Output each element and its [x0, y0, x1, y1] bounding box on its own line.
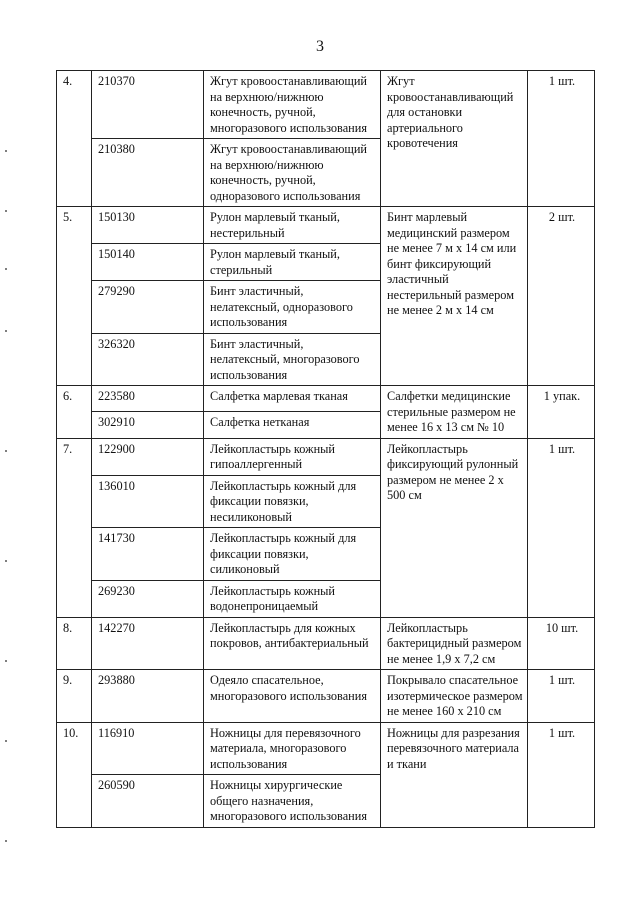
row-number: 8. — [57, 617, 92, 670]
item-name: Ножницы для перевязочного материала, многоразового использования — [204, 722, 381, 775]
medical-kit-table — [56, 70, 595, 828]
item-code: 260590 — [92, 775, 204, 828]
table-row — [57, 386, 595, 412]
table-row — [57, 438, 595, 475]
item-name: Салфетка нетканая — [204, 412, 381, 438]
item-name: Лейкопластырь кожный водонепроницаемый — [204, 580, 381, 617]
item-name: Жгут кровоостанавливающий на верхнюю/нижнюю конечность, ручной, многоразового использования — [204, 71, 381, 139]
item-name: Лейкопластырь кожный для фиксации повязки, несиликоновый — [204, 475, 381, 528]
item-description: Бинт марлевый медицинский размером не менее 7 м х 14 см или бинт фиксирующий эластичный нестерильный размером не менее 2 м х 14 см — [381, 207, 528, 386]
item-code: 142270 — [92, 617, 204, 670]
item-code: 116910 — [92, 722, 204, 775]
item-description: Жгут кровоостанавливающий для остановки артериального кровотечения — [381, 71, 528, 207]
item-name: Салфетка марлевая тканая — [204, 386, 381, 412]
item-code: 302910 — [92, 412, 204, 438]
item-quantity: 1 шт. — [528, 438, 595, 617]
item-quantity: 2 шт. — [528, 207, 595, 386]
table-row — [57, 207, 595, 244]
item-quantity: 1 шт. — [528, 670, 595, 723]
row-number: 7. — [57, 438, 92, 617]
item-name: Рулон марлевый тканый, стерильный — [204, 244, 381, 281]
table-row — [57, 617, 595, 670]
item-description: Ножницы для разрезания перевязочного материала и ткани — [381, 722, 528, 827]
item-code: 150140 — [92, 244, 204, 281]
item-description: Покрывало спасательное изотермическое размером не менее 160 х 210 см — [381, 670, 528, 723]
item-quantity: 1 шт. — [528, 722, 595, 827]
item-quantity: 10 шт. — [528, 617, 595, 670]
item-quantity: 1 шт. — [528, 71, 595, 207]
item-code: 293880 — [92, 670, 204, 723]
item-quantity: 1 упак. — [528, 386, 595, 439]
row-number: 6. — [57, 386, 92, 439]
item-code: 279290 — [92, 281, 204, 334]
item-code: 136010 — [92, 475, 204, 528]
table-row — [57, 71, 595, 139]
table-row — [57, 670, 595, 723]
item-description: Лейкопластырь бактерицидный размером не менее 1,9 х 7,2 см — [381, 617, 528, 670]
page-number: 3 — [316, 38, 324, 55]
item-code: 122900 — [92, 438, 204, 475]
item-code: 210370 — [92, 71, 204, 139]
item-name: Ножницы хирургические общего назначения, многоразового использования — [204, 775, 381, 828]
item-code: 150130 — [92, 207, 204, 244]
item-description: Лейкопластырь фиксирующий рулонный размером не менее 2 х 500 см — [381, 438, 528, 617]
item-name: Рулон марлевый тканый, нестерильный — [204, 207, 381, 244]
row-number: 5. — [57, 207, 92, 386]
scan-margin-marks — [5, 140, 7, 900]
item-description: Салфетки медицинские стерильные размером не менее 16 х 13 см № 10 — [381, 386, 528, 439]
item-name: Одеяло спасательное, многоразового использования — [204, 670, 381, 723]
item-name: Лейкопластырь кожный гипоаллергенный — [204, 438, 381, 475]
row-number: 10. — [57, 722, 92, 827]
item-code: 210380 — [92, 139, 204, 207]
item-name: Бинт эластичный, нелатексный, одноразового использования — [204, 281, 381, 334]
item-name: Жгут кровоостанавливающий на верхнюю/нижнюю конечность, ручной, одноразового использования — [204, 139, 381, 207]
item-code: 141730 — [92, 528, 204, 581]
item-name: Лейкопластырь для кожных покровов, антибактериальный — [204, 617, 381, 670]
item-code: 223580 — [92, 386, 204, 412]
item-name: Лейкопластырь кожный для фиксации повязки, силиконовый — [204, 528, 381, 581]
item-code: 326320 — [92, 333, 204, 386]
table-row — [57, 722, 595, 775]
item-name: Бинт эластичный, нелатексный, многоразового использования — [204, 333, 381, 386]
item-code: 269230 — [92, 580, 204, 617]
row-number: 4. — [57, 71, 92, 207]
row-number: 9. — [57, 670, 92, 723]
